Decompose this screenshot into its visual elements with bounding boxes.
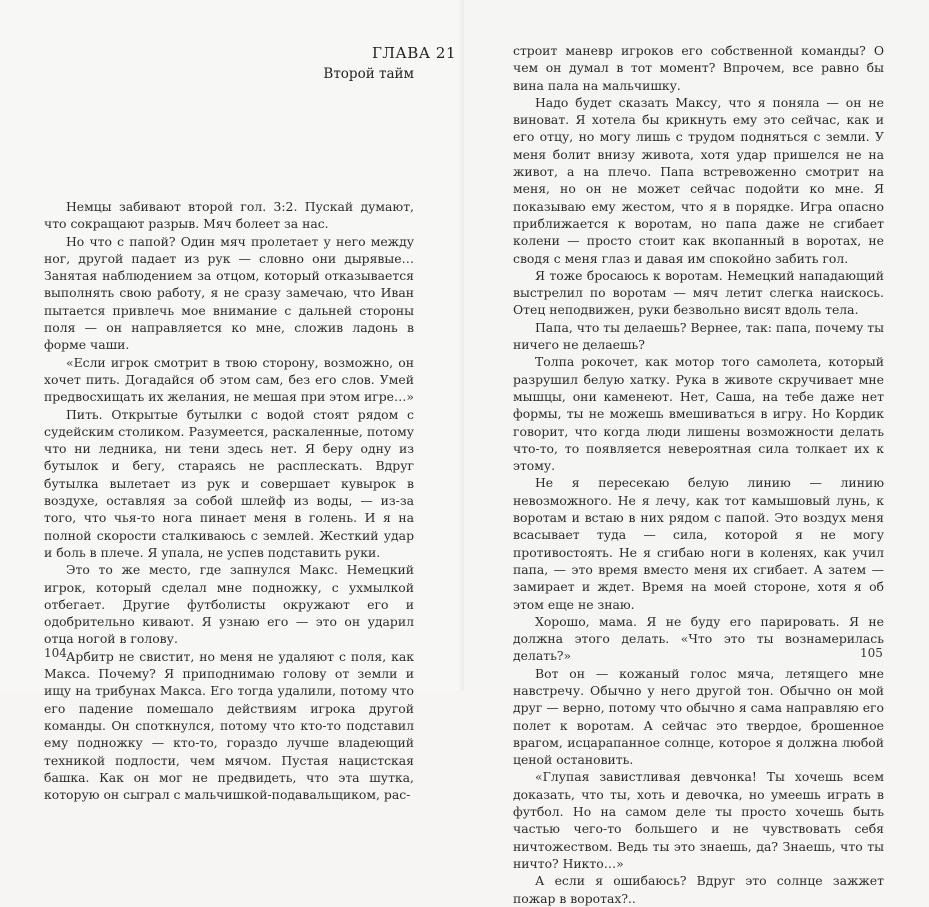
- paragraph: «Если игрок смотрит в твою сторону, возможно, он хочет пить. Догадайся об этом сам, без его слов. Умей предвосхищать их желания, не мешая при этом игре…»: [44, 354, 414, 405]
- paragraph: Но что с папой? Один мяч пролетает у него между ног, другой падает из рук — словно они дырявые… Занятая наблюдением за отцом, который отказывается выполнять свою работу, я не сразу замечаю, что Иван пытается привлечь мое внимание с дальней стороны поля — он направляется ко мне, сложив ладонь в форме чаши.: [44, 233, 414, 353]
- paragraph: Пить. Открытые бутылки с водой стоят рядом с судейским столиком. Разумеется, раскаленные, потому что ни ледника, ни тени здесь нет. Я беру одну из бутылок и бегу, стараясь не расплескать. Вдруг бутылка вылетает из рук и совершает кувырок в воздухе, оставляя за собой шлейф из воды, — из-за того, что чья-то нога пинает меня в голень. И я на полной скорости сталкиваюсь с землей. Жесткий удар и боль в плече. Я упала, не успев подставить руки.: [44, 406, 414, 560]
- chapter-subtitle: Второй тайм: [323, 66, 414, 82]
- paragraph: Это то же место, где запнулся Макс. Немецкий игрок, который сделал мне подножку, с ухмылкой отбегает. Другие футболисты окружают его и одобрительно кивают. Я узнаю его — это он ударил отца ногой в голову.: [44, 562, 414, 647]
- chapter-title: ГЛАВА 21: [371, 44, 456, 62]
- paragraph: Немцы забивают второй гол. 3:2. Пускай думают, что сокращают разрыв. Мяч болеет за нас.: [44, 199, 414, 232]
- left-page: [0, 0, 464, 803]
- left-page-text: [44, 198, 414, 803]
- paragraph: Толпа рокочет, как мотор того самолета, который разрушил белую хатку. Рука в животе скручивает мне мышцы, они каменеют. Нет, Саша, на тебе даже нет формы, ты не можешь вмешиваться в игру. Но Кордик говорит, что когда люди лишены возможности делать что-то, то появляется невероятная сила толкает их к этому.: [513, 354, 884, 474]
- paragraph: Я тоже бросаюсь к воротам. Немецкий нападающий выстрелил по воротам — мяч летит слегка наискось. Отец неподвижен, руки безвольно висят вдоль тела.: [513, 267, 884, 318]
- paragraph: Вот он — кожаный голос мяча, летящего мне навстречу. Обычно у него другой тон. Обычно он мой друг — верно, потому что обычно я сама направляю его полет к воротам. А сейчас это твердое, брошенное врагом, исцарапанное солнце, которое я должна любой ценой остановить.: [513, 665, 884, 768]
- paragraph: «Глупая завистливая девчонка! Ты хочешь всем доказать, что ты, хоть и девочка, но умеешь играть в футбол. Но на самом деле ты просто хочешь быть частью чего-то большего и не чувствовать себя ничтожеством. Ведь ты это знаешь, да? Знаешь, что ты ничто? Никто…»: [513, 769, 884, 871]
- right-page: [464, 0, 929, 906]
- paragraph: Хорошо, мама. Я не буду его парировать. Я не должна этого делать. «Что это ты вознамерилась делать?»: [513, 613, 884, 664]
- right-page-text: [513, 42, 884, 907]
- paragraph: Надо будет сказать Максу, что я поняла — он не виноват. Я хотела бы крикнуть ему это сейчас, как и его отцу, но могу лишь с трудом подняться с земли. У меня болит внизу живота, хотя удар пришелся не на живот, а на плечо. Папа встревоженно смотрит на меня, но он не может сейчас подойти ко мне. Я показываю ему жестом, что я в порядке. Игра опасно приближается к воротам, но папа даже не сгибает колени — просто стоит как вкопанный в воротах, не сводя с меня глаз и давая им спокойно забить гол.: [513, 94, 884, 266]
- paragraph: А если я ошибаюсь? Вдруг это солнце зажжет пожар в воротах?..: [513, 873, 884, 906]
- page-number: 105: [860, 646, 883, 660]
- paragraph: Арбитр не свистит, но меня не удаляют с поля, как Макса. Почему? Я приподнимаю голову от земли и ищу на трибунах Макса. Его тогда удалили, потому что его падение помешало действиям игрока другой команды. Он споткнулся, потому что кто-то подставил ему подножку — кто-то, гораздо лучше владеющий техникой подлости, чем мячом. Пустая нацистская башка. Как он мог не предвидеть, что эта шутка, которую он сыграл с мальчишкой-подавальщиком, рас-: [44, 648, 414, 803]
- paragraph: Не я пересекаю белую линию — линию невозможного. Не я лечу, как тот камышовый лунь, к воротам и встаю в них рядом с папой. Это воздух меня всасывает туда — сила, которой я не могу противостоять. Не я сгибаю ноги в коленях, как учил папа, — это время вместо меня их сгибает. А затем — замирает и ждет. Время на моей стороне, хотя я об этом еще не знаю.: [513, 475, 884, 612]
- paragraph-continued: строит маневр игроков его собственной команды? О чем он думал в тот момент? Впрочем, все равно бы вина пала на мальчишку.: [513, 43, 884, 93]
- paragraph: Папа, что ты делаешь? Вернее, так: папа, почему ты ничего не делаешь?: [513, 319, 884, 353]
- page-number: 104: [44, 646, 67, 660]
